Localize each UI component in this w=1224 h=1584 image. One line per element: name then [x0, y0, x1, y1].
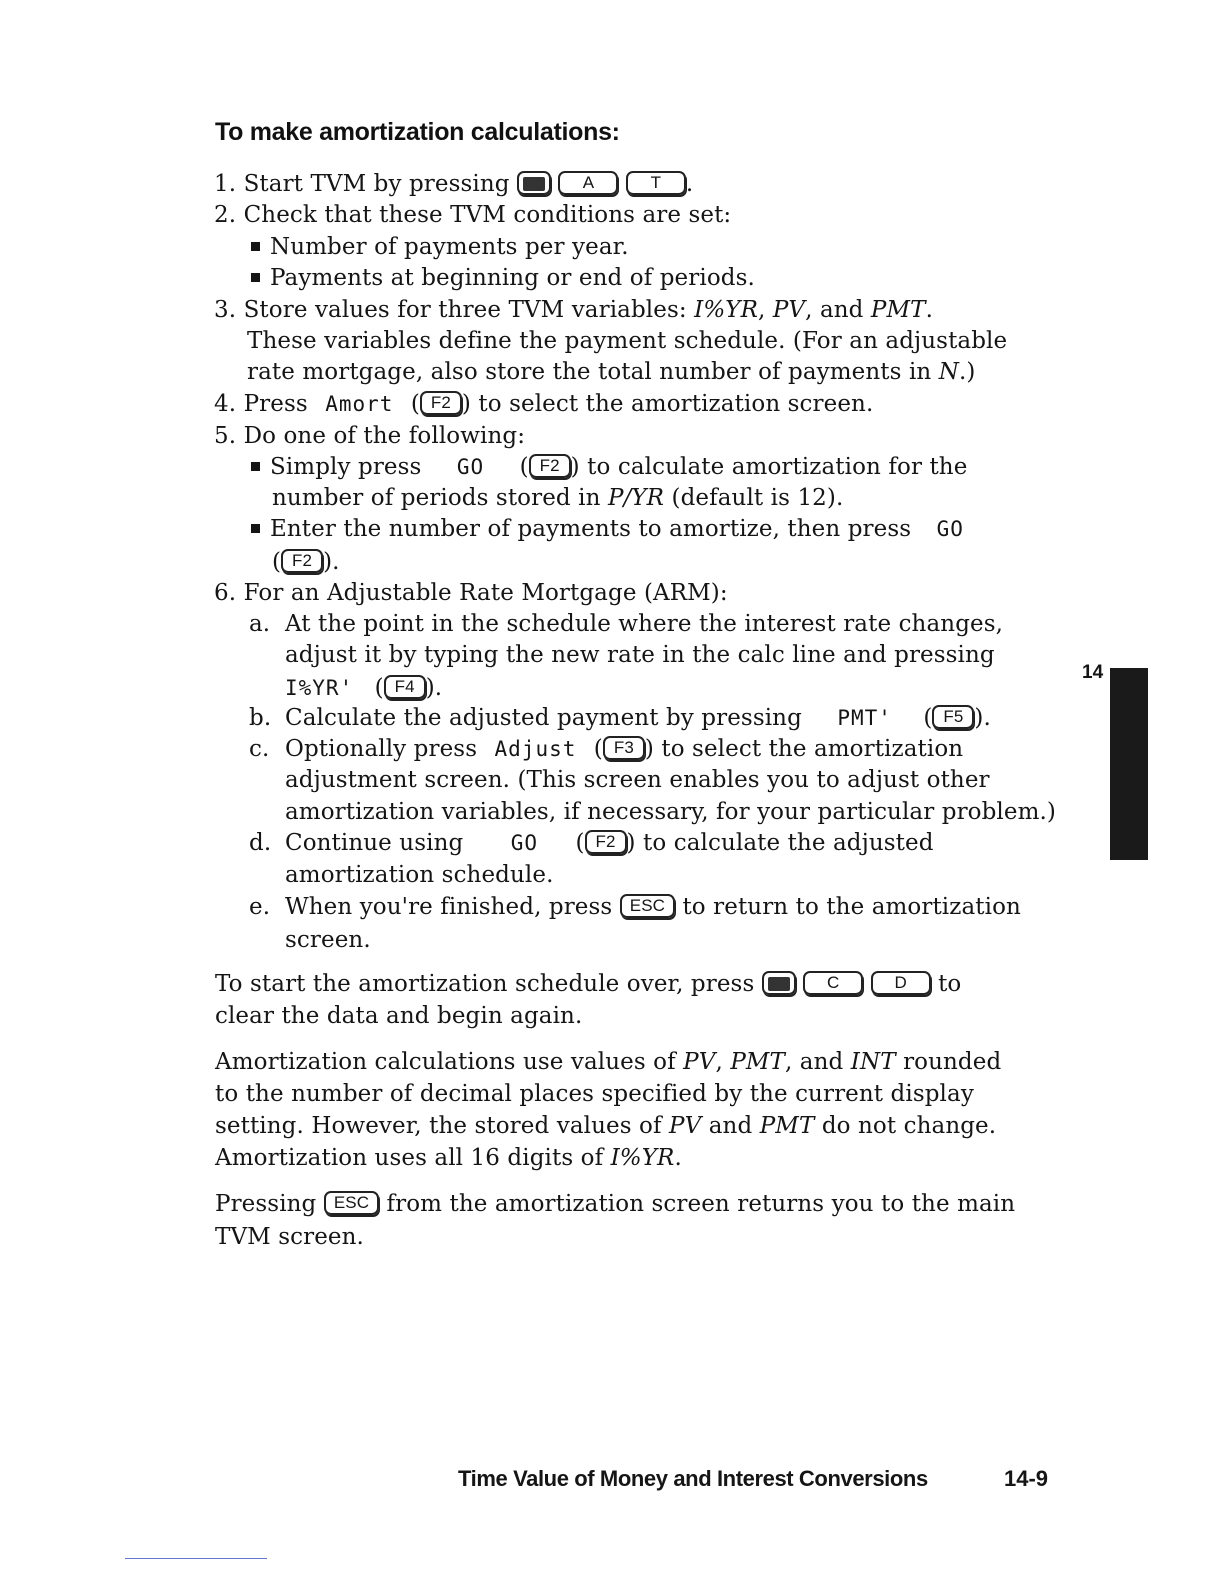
menu-adjust: Adjust: [494, 737, 577, 761]
para-restart-line-2: clear the data and begin again.: [215, 1003, 583, 1029]
section-heading: To make amortization calculations:: [215, 118, 620, 146]
step-6c-line-3: amortization variables, if necessary, for your particular problem.): [285, 799, 1056, 825]
menu-iyr: I%YR': [285, 676, 354, 700]
step-2-bullet-1: Number of payments per year.: [251, 233, 629, 261]
bullet-icon: [251, 462, 260, 471]
key-esc: ESC: [324, 1191, 379, 1215]
step-3: 3. Store values for three TVM variables: I%YR, PV, and PMT.: [214, 297, 934, 323]
step-1: 1. Start TVM by pressing A T .: [214, 171, 694, 197]
step-3-line-2: These variables define the payment schedule. (For an adjustable: [247, 328, 1008, 354]
step-6d-line-2: amortization schedule.: [285, 862, 554, 888]
step-4: 4. Press Amort ( F2 ) to select the amortization screen.: [214, 391, 874, 417]
footer-chapter-title: Time Value of Money and Interest Conversions: [458, 1466, 928, 1491]
key-c: C: [803, 971, 863, 995]
main-key: [517, 171, 551, 195]
footer-rule: [125, 1558, 267, 1559]
step-6c-line-2: adjustment screen. (This screen enables you to adjust other: [285, 767, 990, 793]
para-esc: Pressing ESC from the amortization screen returns you to the main: [215, 1191, 1016, 1217]
step-2: 2. Check that these TVM conditions are set:: [214, 202, 732, 228]
chapter-tab: [1110, 668, 1148, 860]
step-6a-line-3: I%YR' ( F4 ).: [285, 675, 443, 701]
para-rounding-line-3: setting. However, the stored values of PV and PMT do not change.: [215, 1113, 997, 1139]
step-5-bullet-1-line-2: number of periods stored in P/YR (default is 12).: [272, 485, 844, 511]
footer-page-number: 14-9: [1004, 1466, 1049, 1491]
step-6a-line-2: adjust it by typing the new rate in the calc line and pressing: [285, 642, 995, 668]
step-6d: d. Continue using GO ( F2 ) to calculate the adjusted: [249, 830, 934, 856]
step-6: 6. For an Adjustable Rate Mortgage (ARM):: [214, 580, 728, 606]
key-a: A: [558, 171, 618, 195]
key-f2: F2: [585, 830, 627, 854]
bullet-icon: [251, 524, 260, 533]
main-key-glyph: [768, 977, 790, 991]
menu-go: GO: [510, 831, 539, 855]
menu-go: GO: [456, 455, 485, 479]
step-5-bullet-2-line-2: ( F2 ).: [272, 549, 340, 575]
step-5: 5. Do one of the following:: [214, 423, 526, 449]
main-key: [762, 971, 796, 995]
key-t: T: [626, 171, 686, 195]
step-5-bullet-1: Simply press GO ( F2 ) to calculate amortization for the: [251, 453, 967, 481]
step-6a: a. At the point in the schedule where the interest rate changes,: [249, 611, 1004, 637]
key-f2: F2: [529, 454, 571, 478]
bullet-icon: [251, 273, 260, 282]
key-f4: F4: [384, 675, 426, 699]
step-3-line-3: rate mortgage, also store the total number of payments in N.): [247, 359, 976, 385]
para-rounding: Amortization calculations use values of PV, PMT, and INT rounded: [215, 1049, 1002, 1075]
para-esc-line-2: TVM screen.: [215, 1224, 364, 1250]
chapter-tab-label: 14: [1082, 662, 1104, 683]
main-key-glyph: [523, 177, 545, 191]
step-6e-line-2: screen.: [285, 927, 371, 953]
para-rounding-line-4: Amortization uses all 16 digits of I%YR.: [215, 1145, 682, 1171]
step-6b: b. Calculate the adjusted payment by pressing PMT' ( F5 ).: [249, 705, 991, 731]
menu-amort: Amort: [325, 392, 394, 416]
menu-go: GO: [936, 517, 964, 541]
key-f2: F2: [281, 549, 323, 573]
para-rounding-line-2: to the number of decimal places specified by the current display: [215, 1081, 974, 1107]
step-2-bullet-2: Payments at beginning or end of periods.: [251, 264, 755, 292]
step-6c: c. Optionally press Adjust ( F3 ) to select the amortization: [249, 736, 964, 762]
step-6e: e. When you're finished, press ESC to return to the amortization: [249, 894, 1021, 920]
step-5-bullet-2: Enter the number of payments to amortize, then press GO: [251, 515, 982, 543]
key-esc: ESC: [620, 894, 675, 918]
key-d: D: [871, 971, 931, 995]
key-f3: F3: [603, 736, 645, 760]
bullet-icon: [251, 242, 260, 251]
key-f5: F5: [932, 705, 974, 729]
para-restart: To start the amortization schedule over, press C D to: [215, 971, 962, 997]
key-f2: F2: [420, 391, 462, 415]
menu-pmt: PMT': [837, 706, 892, 730]
